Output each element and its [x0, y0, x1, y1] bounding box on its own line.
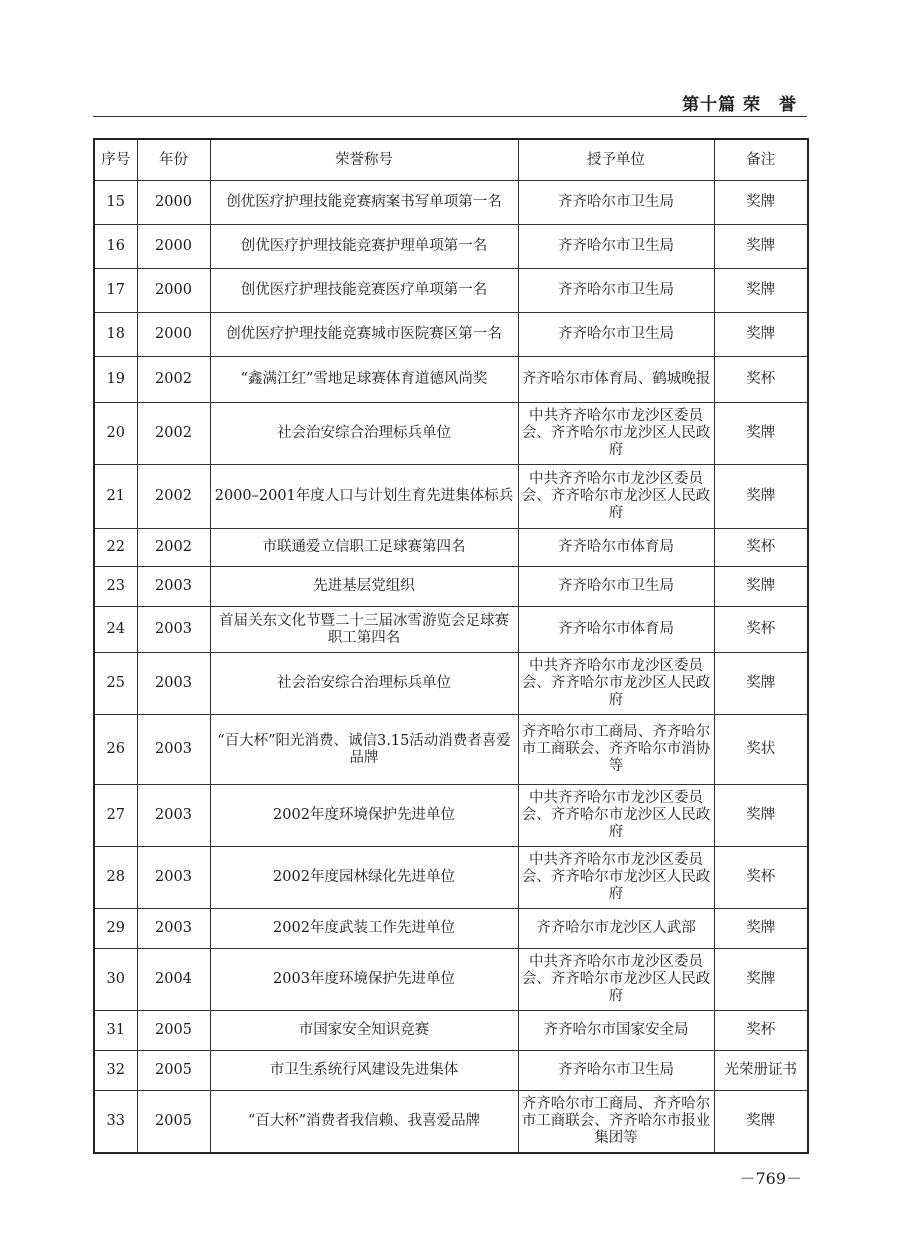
cell-honor-title: 2000–2001年度人口与计划生育先进集体标兵 — [210, 465, 518, 529]
cell-awarding-unit: 中共齐齐哈尔市龙沙区委员会、齐齐哈尔市龙沙区人民政府 — [518, 465, 714, 529]
table-row — [94, 567, 808, 607]
cell-number: 18 — [94, 313, 137, 357]
cell-note: 奖杯 — [714, 357, 808, 403]
cell-honor-title: 2003年度环境保护先进单位 — [210, 949, 518, 1011]
table-row — [94, 847, 808, 909]
cell-year: 2005 — [137, 1011, 210, 1051]
table-row — [94, 715, 808, 785]
cell-number: 21 — [94, 465, 137, 529]
cell-awarding-unit: 齐齐哈尔市卫生局 — [518, 567, 714, 607]
table-row — [94, 225, 808, 269]
cell-note: 奖牌 — [714, 313, 808, 357]
cell-number: 26 — [94, 715, 137, 785]
table-row — [94, 1091, 808, 1153]
cell-honor-title: 首届关东文化节暨二十三届冰雪游览会足球赛职工第四名 — [210, 607, 518, 653]
cell-year: 2000 — [137, 313, 210, 357]
cell-honor-title: 市卫生系统行风建设先进集体 — [210, 1051, 518, 1091]
cell-note: 奖牌 — [714, 909, 808, 949]
cell-number: 16 — [94, 225, 137, 269]
table-row — [94, 1051, 808, 1091]
cell-number: 28 — [94, 847, 137, 909]
cell-awarding-unit: 中共齐齐哈尔市龙沙区委员会、齐齐哈尔市龙沙区人民政府 — [518, 949, 714, 1011]
column-header-year: 年份 — [137, 139, 210, 181]
cell-year: 2004 — [137, 949, 210, 1011]
cell-honor-title: 社会治安综合治理标兵单位 — [210, 403, 518, 465]
column-header-note: 备注 — [714, 139, 808, 181]
cell-note: 奖杯 — [714, 1011, 808, 1051]
cell-year: 2003 — [137, 785, 210, 847]
cell-year: 2003 — [137, 653, 210, 715]
cell-note: 奖牌 — [714, 225, 808, 269]
cell-number: 24 — [94, 607, 137, 653]
cell-number: 23 — [94, 567, 137, 607]
cell-note: 奖牌 — [714, 1091, 808, 1153]
cell-honor-title: 社会治安综合治理标兵单位 — [210, 653, 518, 715]
cell-number: 22 — [94, 529, 137, 567]
cell-year: 2005 — [137, 1051, 210, 1091]
table-row — [94, 785, 808, 847]
cell-awarding-unit: 齐齐哈尔市体育局 — [518, 529, 714, 567]
cell-honor-title: 2002年度武装工作先进单位 — [210, 909, 518, 949]
cell-note: 奖牌 — [714, 567, 808, 607]
table-row — [94, 465, 808, 529]
column-header-number: 序号 — [94, 139, 137, 181]
cell-number: 29 — [94, 909, 137, 949]
cell-honor-title: 创优医疗护理技能竞赛病案书写单项第一名 — [210, 181, 518, 225]
cell-year: 2002 — [137, 529, 210, 567]
cell-number: 30 — [94, 949, 137, 1011]
cell-note: 奖牌 — [714, 269, 808, 313]
cell-awarding-unit: 齐齐哈尔市卫生局 — [518, 269, 714, 313]
cell-number: 20 — [94, 403, 137, 465]
page-number: －769－ — [739, 1169, 802, 1188]
cell-number: 33 — [94, 1091, 137, 1153]
cell-year: 2003 — [137, 567, 210, 607]
cell-year: 2002 — [137, 403, 210, 465]
cell-awarding-unit: 中共齐齐哈尔市龙沙区委员会、齐齐哈尔市龙沙区人民政府 — [518, 403, 714, 465]
table-header-row — [94, 139, 808, 181]
cell-number: 19 — [94, 357, 137, 403]
cell-note: 奖杯 — [714, 847, 808, 909]
header-rule — [93, 116, 807, 117]
cell-year: 2000 — [137, 181, 210, 225]
cell-year: 2003 — [137, 909, 210, 949]
table-row — [94, 653, 808, 715]
cell-awarding-unit: 齐齐哈尔市卫生局 — [518, 225, 714, 269]
cell-honor-title: 创优医疗护理技能竞赛护理单项第一名 — [210, 225, 518, 269]
column-header-awarding-unit: 授予单位 — [518, 139, 714, 181]
cell-awarding-unit: 齐齐哈尔市体育局 — [518, 607, 714, 653]
cell-note: 奖状 — [714, 715, 808, 785]
cell-number: 27 — [94, 785, 137, 847]
cell-awarding-unit: 齐齐哈尔市卫生局 — [518, 313, 714, 357]
cell-honor-title: “鑫满江红”雪地足球赛体育道德风尚奖 — [210, 357, 518, 403]
cell-awarding-unit: 齐齐哈尔市体育局、鹤城晚报 — [518, 357, 714, 403]
table-row — [94, 403, 808, 465]
cell-honor-title: 创优医疗护理技能竞赛城市医院赛区第一名 — [210, 313, 518, 357]
cell-number: 32 — [94, 1051, 137, 1091]
cell-number: 17 — [94, 269, 137, 313]
cell-note: 奖牌 — [714, 785, 808, 847]
page-header — [93, 90, 807, 114]
table-row — [94, 313, 808, 357]
cell-note: 奖杯 — [714, 529, 808, 567]
cell-honor-title: “百大杯”消费者我信赖、我喜爱品牌 — [210, 1091, 518, 1153]
table-row — [94, 949, 808, 1011]
cell-honor-title: 创优医疗护理技能竞赛医疗单项第一名 — [210, 269, 518, 313]
cell-year: 2005 — [137, 1091, 210, 1153]
table-row — [94, 607, 808, 653]
cell-honor-title: “百大杯”阳光消费、诚信3.15活动消费者喜爱品牌 — [210, 715, 518, 785]
cell-note: 奖牌 — [714, 403, 808, 465]
cell-awarding-unit: 中共齐齐哈尔市龙沙区委员会、齐齐哈尔市龙沙区人民政府 — [518, 653, 714, 715]
cell-year: 2002 — [137, 465, 210, 529]
cell-awarding-unit: 齐齐哈尔市卫生局 — [518, 1051, 714, 1091]
cell-note: 奖牌 — [714, 465, 808, 529]
cell-awarding-unit: 中共齐齐哈尔市龙沙区委员会、齐齐哈尔市龙沙区人民政府 — [518, 847, 714, 909]
table-row — [94, 1011, 808, 1051]
column-header-honor-title: 荣誉称号 — [210, 139, 518, 181]
cell-awarding-unit: 齐齐哈尔市国家安全局 — [518, 1011, 714, 1051]
cell-awarding-unit: 齐齐哈尔市卫生局 — [518, 181, 714, 225]
cell-number: 15 — [94, 181, 137, 225]
table-row — [94, 357, 808, 403]
cell-note: 奖牌 — [714, 653, 808, 715]
table-row — [94, 909, 808, 949]
cell-year: 2002 — [137, 357, 210, 403]
cell-note: 光荣册证书 — [714, 1051, 808, 1091]
cell-year: 2003 — [137, 715, 210, 785]
table-body — [94, 181, 808, 1153]
table-row — [94, 529, 808, 567]
cell-note: 奖牌 — [714, 949, 808, 1011]
cell-year: 2003 — [137, 847, 210, 909]
section-title: 第十篇 荣 誉 — [682, 95, 797, 115]
cell-note: 奖牌 — [714, 181, 808, 225]
cell-number: 31 — [94, 1011, 137, 1051]
cell-awarding-unit: 齐齐哈尔市龙沙区人武部 — [518, 909, 714, 949]
cell-year: 2003 — [137, 607, 210, 653]
honors-table — [93, 138, 809, 1154]
cell-honor-title: 先进基层党组织 — [210, 567, 518, 607]
cell-awarding-unit: 中共齐齐哈尔市龙沙区委员会、齐齐哈尔市龙沙区人民政府 — [518, 785, 714, 847]
cell-honor-title: 市国家安全知识竞赛 — [210, 1011, 518, 1051]
cell-honor-title: 市联通爱立信职工足球赛第四名 — [210, 529, 518, 567]
cell-year: 2000 — [137, 225, 210, 269]
cell-note: 奖杯 — [714, 607, 808, 653]
table-row — [94, 181, 808, 225]
cell-awarding-unit: 齐齐哈尔市工商局、齐齐哈尔市工商联会、齐齐哈尔市消协等 — [518, 715, 714, 785]
cell-awarding-unit: 齐齐哈尔市工商局、齐齐哈尔市工商联会、齐齐哈尔市报业集团等 — [518, 1091, 714, 1153]
cell-number: 25 — [94, 653, 137, 715]
cell-honor-title: 2002年度园林绿化先进单位 — [210, 847, 518, 909]
cell-honor-title: 2002年度环境保护先进单位 — [210, 785, 518, 847]
table-row — [94, 269, 808, 313]
cell-year: 2000 — [137, 269, 210, 313]
